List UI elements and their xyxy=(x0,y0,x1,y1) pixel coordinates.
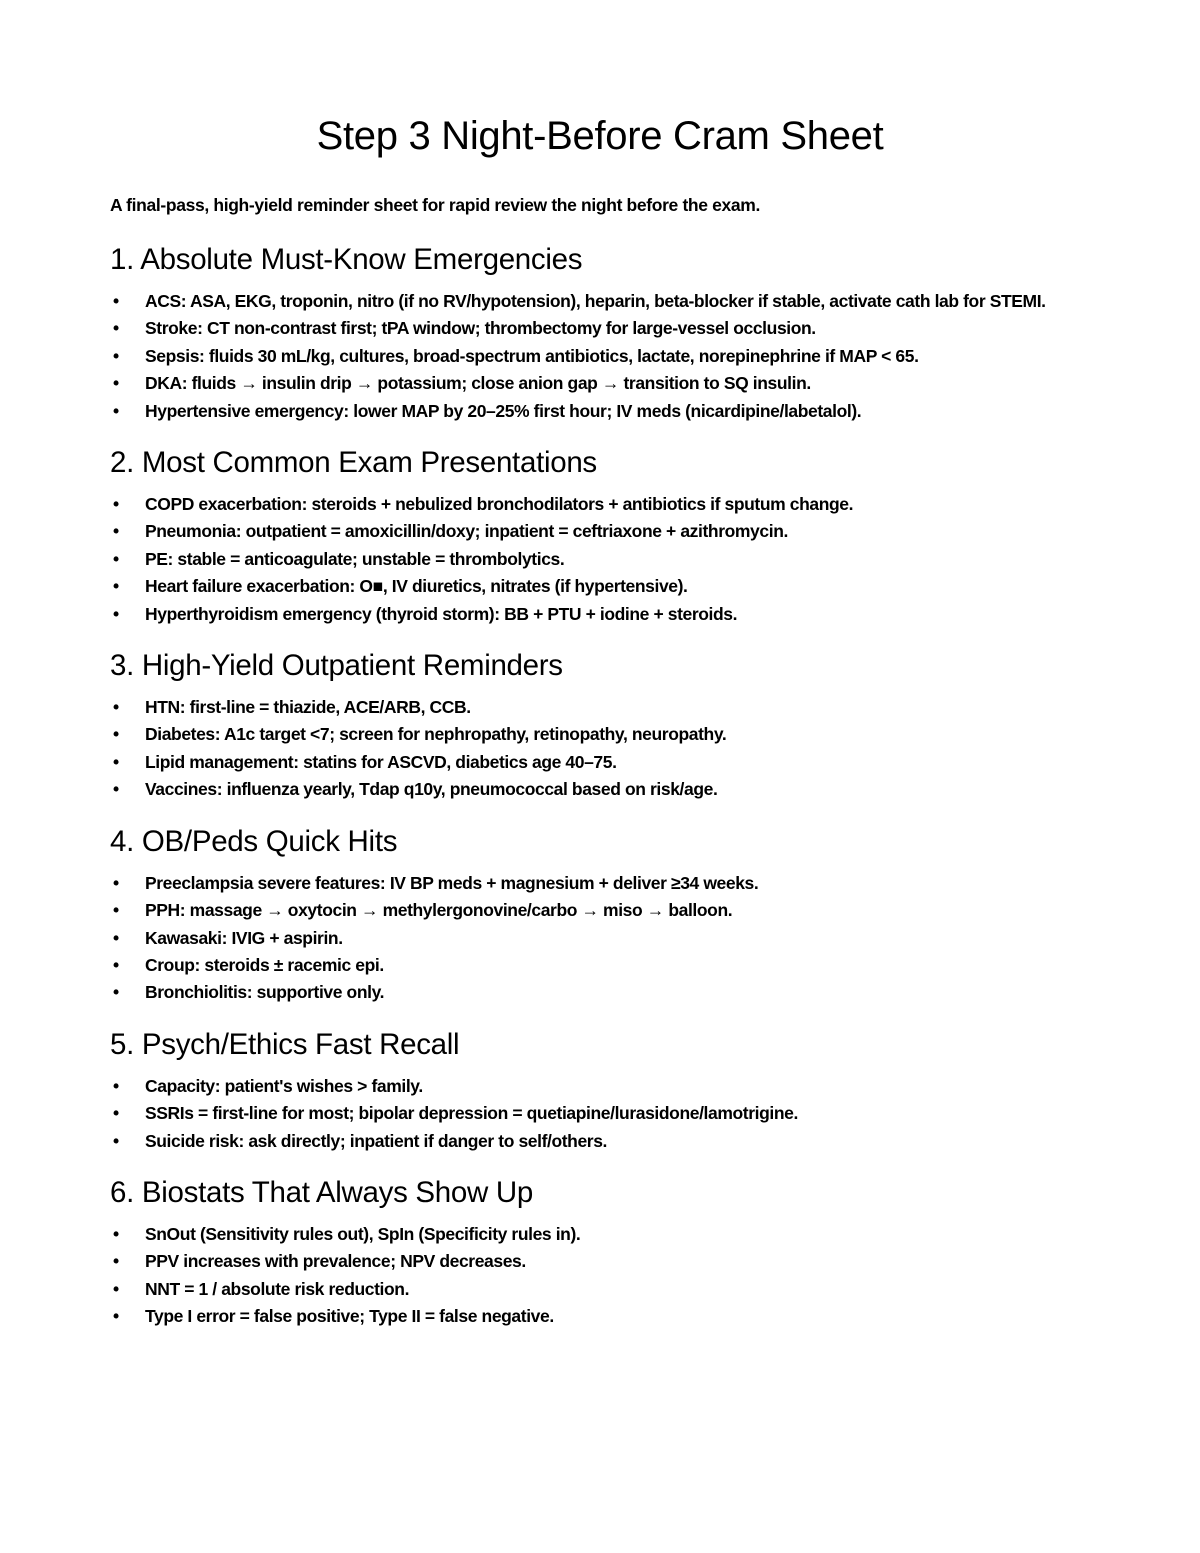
list-item xyxy=(110,1248,1090,1275)
bullet-icon: • xyxy=(113,927,119,948)
bullet-icon: • xyxy=(113,779,119,800)
list-item xyxy=(110,925,1090,952)
list-item-text: SSRIs = first-line for most; bipolar depression = quetiapine/lurasidone/lamotrigine. xyxy=(145,1103,798,1124)
section-biostats xyxy=(110,1175,1090,1331)
document-page xyxy=(110,112,1090,1351)
list-item-text: PE: stable = anticoagulate; unstable = thrombolytics. xyxy=(145,548,565,569)
bullet-icon: • xyxy=(113,345,119,366)
list-item-text: DKA: fluids → insulin drip → potassium; close anion gap → transition to SQ insulin. xyxy=(145,373,811,394)
bullet-icon: • xyxy=(113,1251,119,1272)
list-item xyxy=(110,398,1090,425)
bullet-icon: • xyxy=(113,724,119,745)
list-item xyxy=(110,897,1090,924)
list-item-text: Preeclampsia severe features: IV BP meds + magnesium + deliver ≥34 weeks. xyxy=(145,872,759,893)
list-item xyxy=(110,601,1090,628)
list-item-text: Stroke: CT non-contrast first; tPA window; thrombectomy for large-vessel occlusion. xyxy=(145,318,816,339)
list-item xyxy=(110,1303,1090,1330)
section-heading: 6. Biostats That Always Show Up xyxy=(110,1175,534,1209)
bullet-icon: • xyxy=(113,291,119,311)
page-title: Step 3 Night-Before Cram Sheet xyxy=(316,114,884,158)
bullet-list xyxy=(110,694,1090,804)
bullet-icon: • xyxy=(113,548,119,569)
intro-text: A final-pass, high-yield reminder sheet for rapid review the night before the exam. xyxy=(110,195,761,215)
bullet-icon: • xyxy=(113,751,119,772)
section-common-presentations xyxy=(110,445,1090,628)
list-item xyxy=(110,546,1090,573)
bullet-list xyxy=(110,870,1090,1007)
list-item xyxy=(110,1221,1090,1248)
bullet-icon: • xyxy=(113,1223,119,1244)
list-item-text: Hyperthyroidism emergency (thyroid storm): BB + PTU + iodine + steroids. xyxy=(145,603,738,624)
list-item xyxy=(110,573,1090,600)
list-item xyxy=(110,370,1090,397)
bullet-icon: • xyxy=(113,521,119,542)
list-item xyxy=(110,288,1090,315)
list-item-text: SnOut (Sensitivity rules out), SpIn (Specificity rules in). xyxy=(145,1223,581,1244)
list-item xyxy=(110,749,1090,776)
bullet-icon: • xyxy=(113,576,119,597)
bullet-icon: • xyxy=(113,1075,119,1096)
list-item-text: Diabetes: A1c target <7; screen for nephropathy, retinopathy, neuropathy. xyxy=(145,724,727,745)
list-item-text: COPD exacerbation: steroids + nebulized bronchodilators + antibiotics if sputum change. xyxy=(145,494,854,515)
list-item xyxy=(110,979,1090,1006)
list-item-text: Pneumonia: outpatient = amoxicillin/doxy; inpatient = ceftriaxone + azithromycin. xyxy=(145,521,788,542)
list-item xyxy=(110,694,1090,721)
section-heading: 5. Psych/Ethics Fast Recall xyxy=(110,1027,460,1061)
bullet-icon: • xyxy=(113,603,119,624)
list-item-text: Croup: steroids ± racemic epi. xyxy=(145,954,384,975)
section-heading: 2. Most Common Exam Presentations xyxy=(110,446,597,480)
bullet-list xyxy=(110,491,1090,628)
list-item-text: Heart failure exacerbation: O■, IV diuretics, nitrates (if hypertensive). xyxy=(145,576,688,597)
list-item-text: PPV increases with prevalence; NPV decreases. xyxy=(145,1251,526,1272)
list-item-text: Sepsis: fluids 30 mL/kg, cultures, broad-spectrum antibiotics, lactate, norepinephrine if MAP < 65. xyxy=(145,345,919,366)
bullet-list xyxy=(110,1073,1090,1155)
list-item-text: Lipid management: statins for ASCVD, diabetics age 40–75. xyxy=(145,751,617,772)
section-emergencies xyxy=(110,242,1090,425)
section-heading: 4. OB/Peds Quick Hits xyxy=(110,824,398,858)
list-item-text: NNT = 1 / absolute risk reduction. xyxy=(145,1278,410,1299)
bullet-icon: • xyxy=(113,697,119,718)
list-item-text: Suicide risk: ask directly; inpatient if danger to self/others. xyxy=(145,1130,608,1151)
bullet-list xyxy=(110,1221,1090,1331)
list-item-text: Hypertensive emergency: lower MAP by 20–25% first hour; IV meds (nicardipine/labetalol). xyxy=(145,400,862,421)
bullet-icon: • xyxy=(113,1306,119,1327)
list-item-text: Capacity: patient's wishes > family. xyxy=(145,1075,423,1096)
bullet-icon: • xyxy=(113,954,119,975)
section-ob-peds xyxy=(110,824,1090,1007)
list-item xyxy=(110,343,1090,370)
bullet-icon: • xyxy=(113,318,119,339)
list-item-text: Bronchiolitis: supportive only. xyxy=(145,982,385,1003)
bullet-icon: • xyxy=(113,400,119,421)
list-item xyxy=(110,315,1090,342)
section-outpatient-reminders xyxy=(110,648,1090,804)
list-item xyxy=(110,1100,1090,1127)
list-item-text: ACS: ASA, EKG, troponin, nitro (if no RV/hypotension), heparin, beta-blocker if stable, activate cath lab for STEMI. xyxy=(145,291,1046,311)
bullet-icon: • xyxy=(113,872,119,893)
bullet-icon: • xyxy=(113,1130,119,1151)
list-item xyxy=(110,870,1090,897)
list-item xyxy=(110,721,1090,748)
bullet-icon: • xyxy=(113,1103,119,1124)
bullet-icon: • xyxy=(113,494,119,515)
list-item-text: HTN: first-line = thiazide, ACE/ARB, CCB. xyxy=(145,697,471,718)
bullet-list xyxy=(110,288,1090,425)
section-heading: 1. Absolute Must-Know Emergencies xyxy=(110,243,583,276)
list-item-text: Type I error = false positive; Type II = false negative. xyxy=(145,1306,554,1327)
list-item xyxy=(110,952,1090,979)
section-heading: 3. High-Yield Outpatient Reminders xyxy=(110,649,563,683)
list-item xyxy=(110,1276,1090,1303)
bullet-icon: • xyxy=(113,900,119,921)
section-psych-ethics xyxy=(110,1027,1090,1155)
list-item-text: Kawasaki: IVIG + aspirin. xyxy=(145,927,343,948)
bullet-icon: • xyxy=(113,1278,119,1299)
list-item xyxy=(110,1128,1090,1155)
bullet-icon: • xyxy=(113,982,119,1003)
list-item xyxy=(110,518,1090,545)
list-item-text: Vaccines: influenza yearly, Tdap q10y, pneumococcal based on risk/age. xyxy=(145,779,718,800)
bullet-icon: • xyxy=(113,373,119,394)
list-item-text: PPH: massage → oxytocin → methylergonovine/carbo → miso → balloon. xyxy=(145,900,733,921)
list-item xyxy=(110,776,1090,803)
list-item xyxy=(110,1073,1090,1100)
list-item xyxy=(110,491,1090,518)
